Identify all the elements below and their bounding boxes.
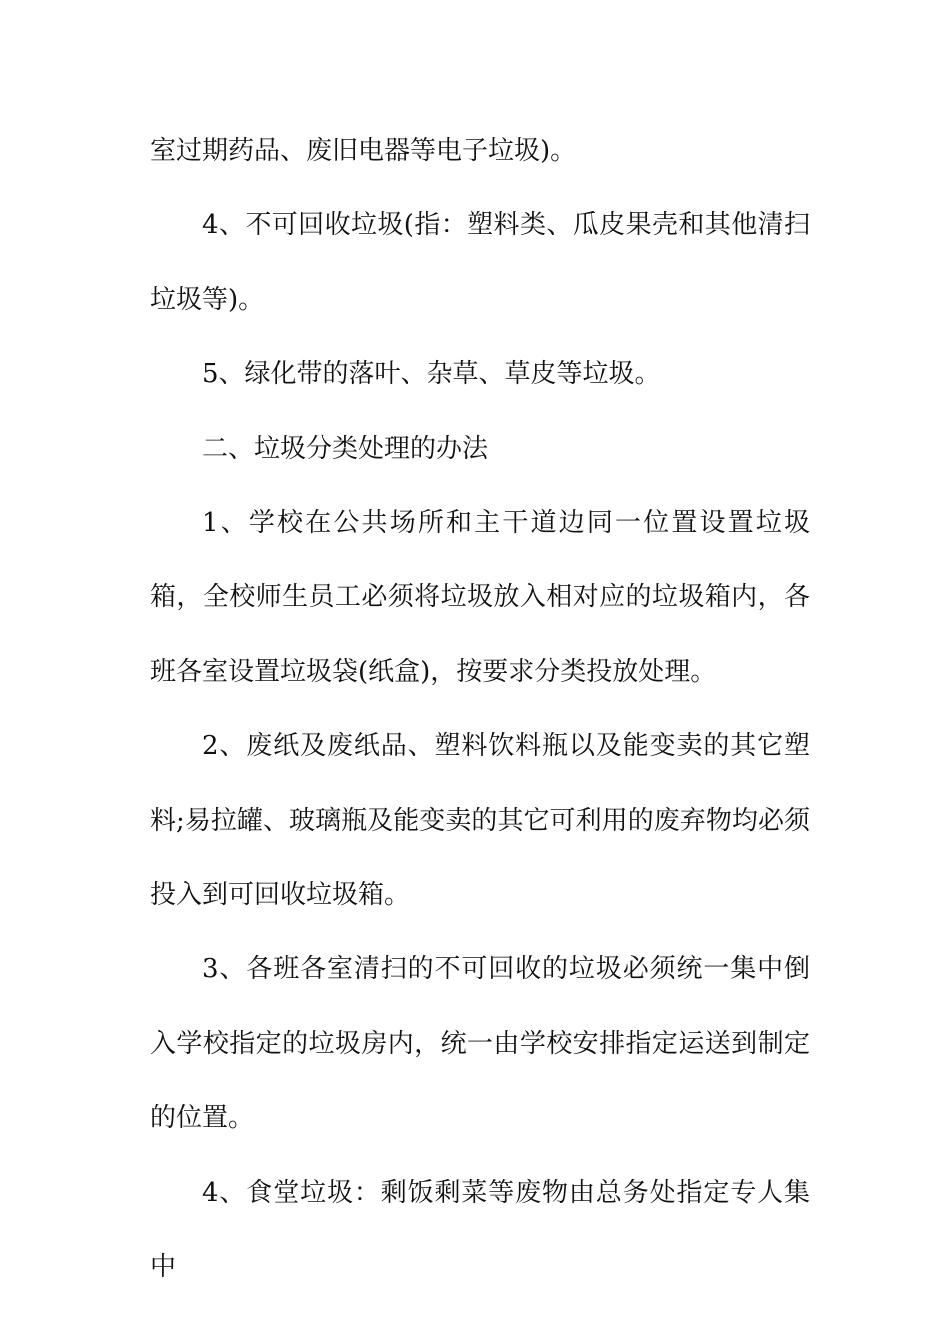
- document-body: [150, 114, 810, 1305]
- paragraph-item-5-green-belt: 5、绿化带的落叶、杂草、草皮等垃圾。: [202, 359, 661, 390]
- paragraph-method-2: 2、废纸及废纸品、塑料饮料瓶以及能变卖的其它塑料;易拉罐、玻璃瓶及能变卖的其它可利用的废弃物均必须投入到可回收垃圾箱。: [150, 731, 810, 911]
- paragraph-method-1: 1、学校在公共场所和主干道边同一位置设置垃圾箱，全校师生员工必须将垃圾放入相对应的垃圾箱内，各班各室设置垃圾袋(纸盒)，按要求分类投放处理。: [150, 508, 810, 687]
- paragraph-method-4: 4、食堂垃圾：剩饭剩菜等废物由总务处指定专人集中: [150, 1177, 810, 1283]
- section-heading-2: 二、垃圾分类处理的办法: [202, 433, 489, 464]
- paragraph-method-3: 3、各班各室清扫的不可回收的垃圾必须统一集中倒入学校指定的垃圾房内，统一由学校安排指定运送到制定的位置。: [150, 954, 810, 1134]
- paragraph-continued: 室过期药品、废旧电器等电子垃圾)。: [150, 136, 577, 166]
- paragraph-item-4-non-recyclable: 4、不可回收垃圾(指：塑料类、瓜皮果壳和其他清扫垃圾等)。: [150, 210, 810, 315]
